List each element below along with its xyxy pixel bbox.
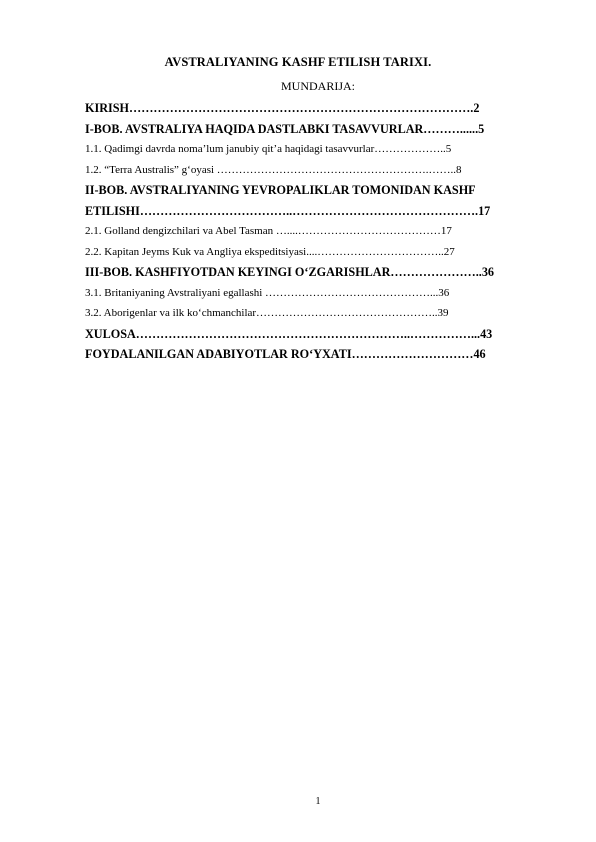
toc-entry-chapter-2-line-1: II-BOB. AVSTRALIYANING YEVROPALIKLAR TOMONIDAN KASHF: [85, 183, 476, 197]
page-title: AVSTRALIYANING KASHF ETILISH TARIXI.: [164, 55, 432, 69]
toc-entry-section-3-1: 3.1. Britaniyaning Avstraliyani egallashi ………………………………………...36: [85, 286, 450, 299]
toc-entry-section-2-1: 2.1. Golland dengizchilari va Abel Tasman …....…………………………………17: [85, 225, 452, 237]
toc-entry-chapter-3: III-BOB. KASHFIYOTDAN KEYINGI O‘ZGARISHLAR…………………..36: [85, 265, 495, 279]
toc-entry-section-3-2: 3.2. Aborigenlar va ilk ko‘chmanchilar…………………………………………..39: [85, 307, 449, 319]
table-of-contents: [85, 98, 555, 365]
toc-entry-chapter-1: I-BOB. AVSTRALIYA HAQIDA DASTLABKI TASAVVURLAR………......5: [85, 121, 485, 136]
toc-entry-chapter-2-line-2: ETILISHI………………………………..……………………………………….17: [85, 203, 491, 218]
toc-entry-kirish: KIRISH………………………………………………………………………….2: [85, 101, 480, 115]
toc-entry-section-1-2: 1.2. “Terra Australis” g‘oyasi ………………………………………………….……..8: [85, 163, 462, 176]
toc-entry-section-1-1: 1.1. Qadimgi davrda noma’lum janubiy qit’a haqidagi tasavvurlar………………..5: [85, 143, 452, 155]
toc-entry-xulosa: XULOSA…………………………………………………………..……………...43: [85, 326, 493, 341]
page-number: 1: [315, 796, 321, 807]
toc-heading: MUNDARIJA:: [280, 79, 355, 93]
toc-entry-bibliography: FOYDALANILGAN ADABIYOTLAR RO‘YXATI…………………………46: [85, 347, 486, 361]
toc-entry-section-2-2: 2.2. Kapitan Jeyms Kuk va Angliya ekspeditsiyasi....……………………………..27: [85, 245, 455, 258]
